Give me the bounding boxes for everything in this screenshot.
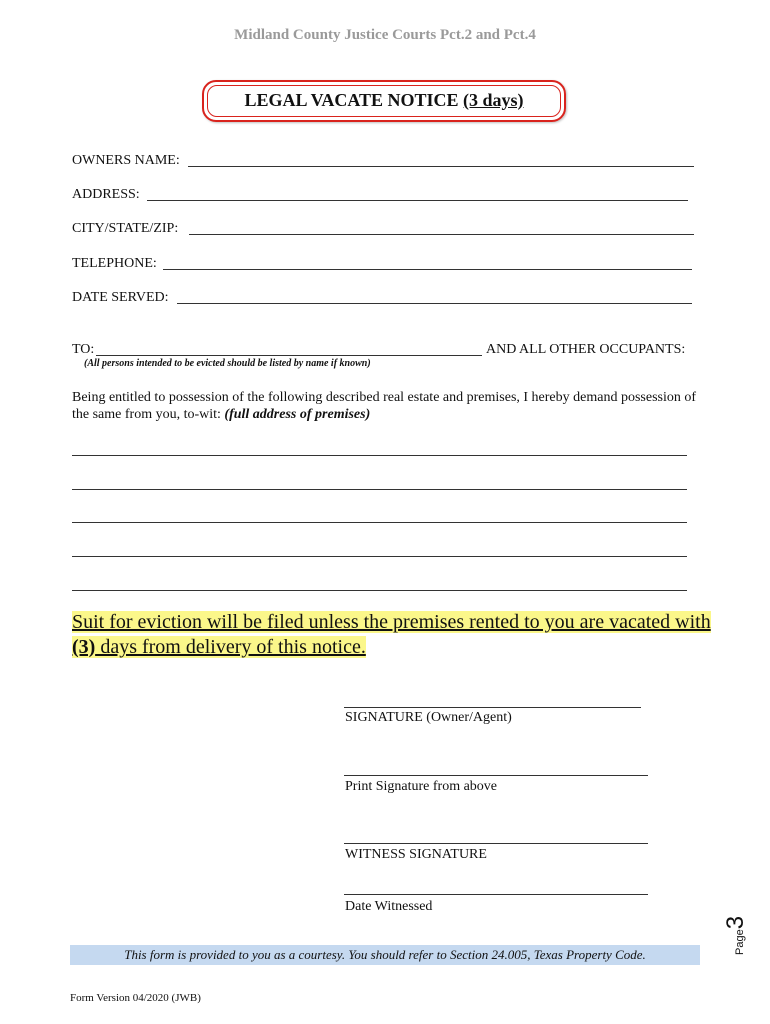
- date-served-field[interactable]: [177, 303, 692, 304]
- title-box: [202, 80, 566, 122]
- witness-signature-label: WITNESS SIGNATURE: [345, 847, 487, 862]
- city-state-zip-field[interactable]: [189, 234, 694, 235]
- owners-name-label: OWNERS NAME:: [72, 153, 180, 168]
- title-days: (3 days): [463, 90, 524, 110]
- city-state-zip-label: CITY/STATE/ZIP:: [72, 221, 179, 236]
- warning-part-2: days from delivery of this notice.: [95, 636, 366, 658]
- warning-part-1: Suit for eviction will be filed unless the premises rented to you are vacated with: [72, 611, 711, 633]
- to-note: (All persons intended to be evicted should be listed by name if known): [84, 358, 371, 369]
- owner-signature-field[interactable]: [344, 707, 641, 708]
- form-version: Form Version 04/2020 (JWB): [70, 992, 201, 1004]
- all-other-occupants-label: AND ALL OTHER OCCUPANTS:: [486, 342, 686, 357]
- premises-line-5[interactable]: [72, 590, 687, 591]
- premises-line-2[interactable]: [72, 489, 687, 490]
- date-served-label: DATE SERVED:: [72, 290, 169, 305]
- warning-days: (3): [72, 636, 96, 658]
- premises-line-3[interactable]: [72, 522, 687, 523]
- premises-line-4[interactable]: [72, 556, 687, 557]
- premises-line-1[interactable]: [72, 455, 687, 456]
- court-header: Midland County Justice Courts Pct.2 and Pct.4: [234, 27, 536, 43]
- demand-text: Being entitled to possession of the following described real estate and premises, I hereby demand possession of the same from you, to-wit:: [72, 390, 697, 422]
- page-number-value: 3: [722, 915, 749, 930]
- to-label: TO:: [72, 342, 95, 357]
- page-word: Page: [734, 929, 746, 955]
- print-signature-field[interactable]: [344, 775, 648, 776]
- title-main: LEGAL VACATE NOTICE: [244, 90, 464, 110]
- date-witnessed-label: Date Witnessed: [345, 899, 433, 914]
- owners-name-field[interactable]: [188, 166, 694, 167]
- date-witnessed-field[interactable]: [344, 894, 648, 895]
- eviction-warning: [72, 610, 712, 660]
- print-signature-label: Print Signature from above: [345, 779, 498, 794]
- witness-signature-field[interactable]: [344, 843, 648, 844]
- courtesy-note: This form is provided to you as a courtesy. You should refer to Section 24.005, Texas Property Code.: [124, 947, 646, 962]
- page-title: [204, 90, 564, 111]
- owner-signature-label: SIGNATURE (Owner/Agent): [345, 710, 512, 725]
- page-number: [722, 895, 752, 955]
- to-field[interactable]: [96, 355, 482, 356]
- telephone-field[interactable]: [163, 269, 692, 270]
- telephone-label: TELEPHONE:: [72, 256, 157, 271]
- demand-emphasis: (full address of premises): [224, 407, 371, 422]
- demand-paragraph: [72, 389, 712, 423]
- address-field[interactable]: [147, 200, 688, 201]
- address-label: ADDRESS:: [72, 187, 140, 202]
